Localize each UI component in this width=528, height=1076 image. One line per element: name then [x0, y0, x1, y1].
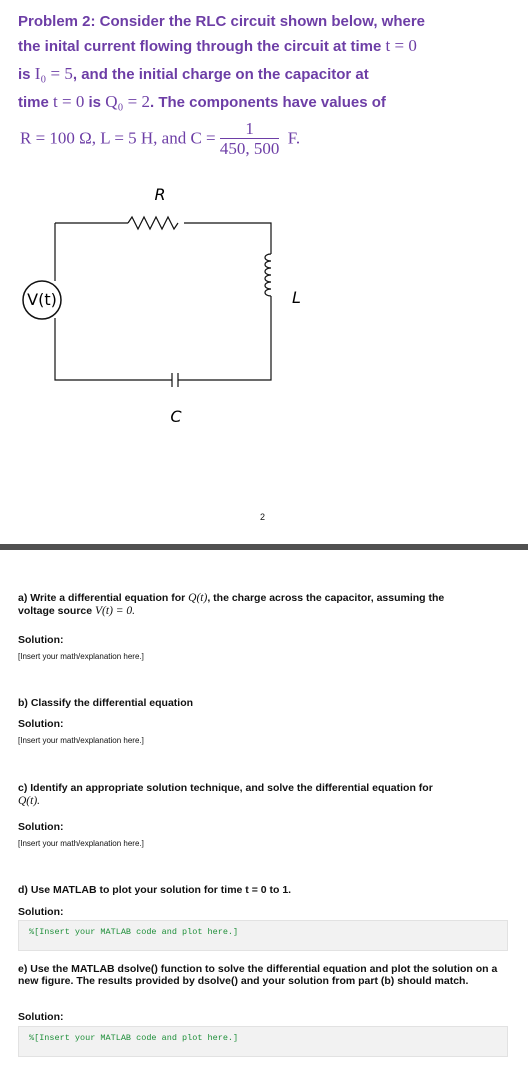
rlc-circuit-diagram — [0, 180, 528, 430]
capacitor-label: C — [170, 407, 182, 426]
part-a-text-1: a) Write a differential equation for — [18, 592, 189, 604]
part-d-code-box[interactable] — [18, 920, 508, 951]
math-unit-farad: F. — [287, 128, 301, 148]
math-component-values: R = 100 Ω, L = 5 H, and C = — [20, 128, 220, 148]
part-a-question — [18, 592, 508, 617]
part-c-question — [18, 782, 508, 807]
capacitance-fraction — [220, 120, 280, 159]
problem-line-3 — [18, 65, 369, 84]
page-number: 2 — [260, 512, 266, 522]
math-t-equals-0: t = 0 — [385, 36, 417, 55]
problem-line-4 — [18, 93, 386, 112]
part-a-text-2: , the charge across the capacitor, assuming the — [207, 592, 445, 604]
problem-line-2 — [18, 37, 417, 56]
inductor-symbol — [265, 254, 271, 296]
part-e-code-placeholder: %[Insert your MATLAB code and plot here.] — [29, 1033, 239, 1043]
part-d-solution-label: Solution: — [18, 906, 64, 918]
resistor-label: R — [154, 185, 166, 204]
part-a-text-3: voltage source — [18, 604, 96, 617]
part-c-solution-label: Solution: — [18, 821, 64, 833]
part-b-solution-placeholder[interactable]: [Insert your math/explanation here.] — [18, 736, 144, 745]
wire-right — [178, 296, 271, 380]
math-initial-charge: Q₀ = 2 — [105, 92, 150, 111]
part-c-text-1: c) Identify an appropriate solution technique, and solve the differential equation for — [18, 782, 433, 794]
fraction-denominator: 450, 500 — [219, 139, 280, 158]
resistor-symbol — [128, 217, 178, 229]
wire-bottom — [55, 318, 172, 380]
part-e-solution-label: Solution: — [18, 1011, 64, 1023]
part-b-question: b) Classify the differential equation — [18, 697, 194, 709]
part-a-solution-label: Solution: — [18, 634, 64, 646]
inductor-label: L — [292, 288, 301, 307]
math-t-equals-0-b: t = 0 — [53, 92, 85, 111]
page-divider — [0, 544, 528, 550]
math-q-of-t-c: Q(t). — [18, 794, 41, 807]
voltage-source-label: V(t) — [27, 290, 57, 309]
problem-line-3-prefix: is — [18, 66, 35, 83]
part-c-solution-placeholder[interactable]: [Insert your math/explanation here.] — [18, 839, 144, 848]
problem-line-3-suffix: , and the initial charge on the capacitor at — [72, 66, 369, 83]
part-b-solution-label: Solution: — [18, 718, 64, 730]
problem-line-1: Problem 2: Consider the RLC circuit shown below, where — [18, 13, 426, 30]
part-a-solution-placeholder[interactable]: [Insert your math/explanation here.] — [18, 652, 144, 661]
problem-line-4-prefix: time — [18, 94, 54, 111]
wire-top-right — [184, 223, 271, 254]
part-d-question: d) Use MATLAB to plot your solution for time t = 0 to 1. — [18, 884, 292, 896]
math-v-of-t: V(t) = 0. — [95, 604, 136, 617]
math-initial-current: I₀ = 5 — [34, 64, 73, 83]
math-q-of-t: Q(t) — [188, 592, 208, 604]
problem-line-2-text: the inital current flowing through the circuit at time — [18, 38, 386, 55]
problem-line-4-mid: is — [84, 94, 106, 111]
fraction-numerator: 1 — [220, 120, 280, 139]
problem-line-5 — [20, 120, 300, 159]
part-e-question: e) Use the MATLAB dsolve() function to solve the differential equation and plot the solution on a new figure. The results provided by dsolve() and your solution from part (b) should match. — [18, 963, 498, 987]
part-d-code-placeholder: %[Insert your MATLAB code and plot here.] — [29, 927, 239, 937]
problem-line-4-suffix: . The components have values of — [149, 94, 386, 111]
part-e-code-box[interactable] — [18, 1026, 508, 1057]
